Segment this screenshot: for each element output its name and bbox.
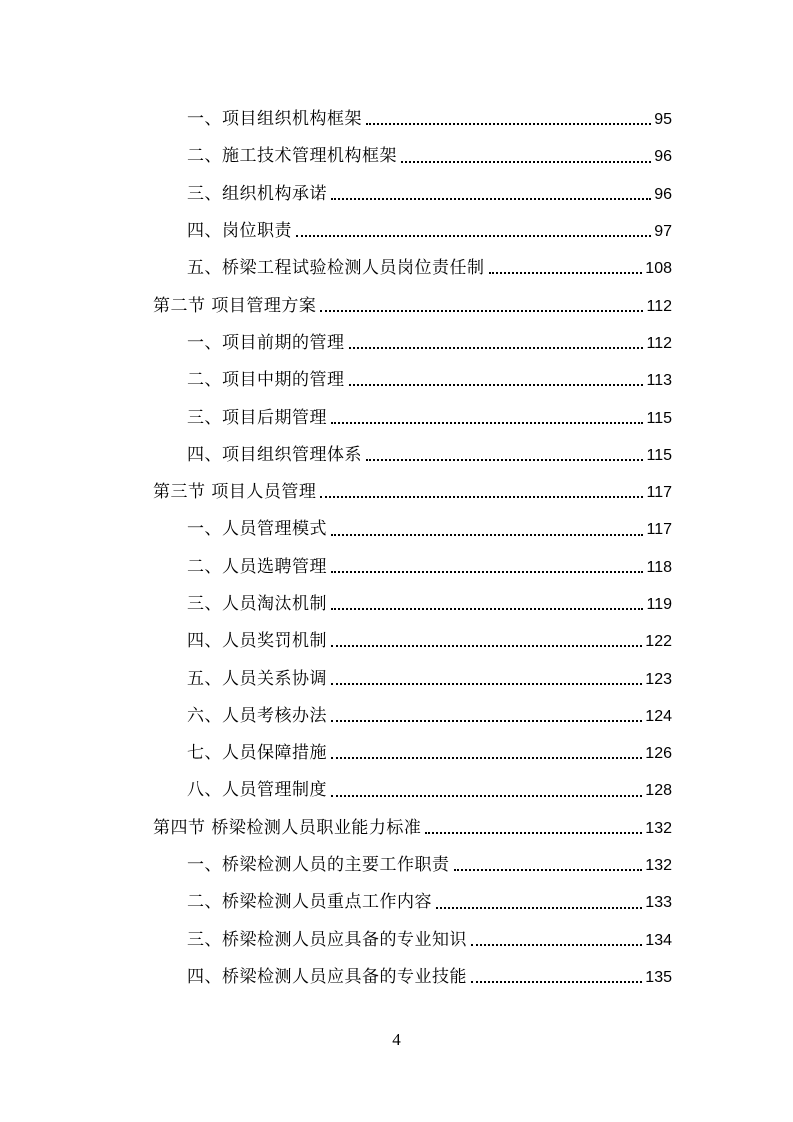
toc-subsection-entry[interactable]: [0, 101, 793, 138]
toc-subsection-entry[interactable]: [0, 660, 793, 697]
toc-dot-leader: [331, 698, 642, 735]
toc-entry-title: 一、项目前期的管理: [187, 332, 345, 353]
toc-subsection-entry[interactable]: [0, 884, 793, 921]
toc-subsection-entry[interactable]: [0, 735, 793, 772]
toc-dot-leader: [331, 735, 642, 772]
toc-entry-page-number: 134: [645, 931, 672, 949]
toc-dot-leader: [454, 847, 643, 884]
toc-dot-leader: [425, 810, 642, 847]
toc-entry-title: 四、人员奖罚机制: [187, 631, 327, 652]
toc-subsection-entry[interactable]: [0, 362, 793, 399]
toc-entry-title: 七、人员保障措施: [187, 743, 327, 764]
toc-entry-page-number: 135: [645, 968, 672, 986]
toc-dot-leader: [331, 660, 642, 697]
toc-subsection-entry[interactable]: [0, 250, 793, 287]
toc-entry-title: 五、桥梁工程试验检测人员岗位责任制: [187, 258, 485, 279]
toc-entry-title: 四、桥梁检测人员应具备的专业技能: [187, 966, 467, 987]
toc-subsection-entry[interactable]: [0, 176, 793, 213]
toc-entry-title: 五、人员关系协调: [187, 668, 327, 689]
toc-dot-leader: [436, 884, 642, 921]
toc-dot-leader: [349, 325, 644, 362]
toc-entry-title: 三、项目后期管理: [187, 407, 327, 428]
toc-entry-page-number: 95: [654, 111, 672, 129]
toc-entry-title: 二、施工技术管理机构框架: [187, 146, 397, 167]
toc-section-entry[interactable]: [0, 287, 793, 324]
toc-entry-title: 一、桥梁检测人员的主要工作职责: [187, 855, 450, 876]
toc-entry-title: 三、组织机构承诺: [187, 183, 327, 204]
toc-entry-page-number: 112: [646, 334, 672, 352]
toc-entry-page-number: 97: [654, 223, 672, 241]
toc-dot-leader: [331, 586, 643, 623]
toc-entry-page-number: 115: [646, 446, 672, 464]
toc-entry-title: 八、人员管理制度: [187, 780, 327, 801]
toc-entry-page-number: 117: [646, 484, 672, 502]
toc-entry-page-number: 122: [645, 633, 672, 651]
toc-entry-title: 二、项目中期的管理: [187, 370, 345, 391]
toc-subsection-entry[interactable]: [0, 511, 793, 548]
toc-dot-leader: [401, 138, 651, 175]
toc-entry-title: 第四节 桥梁检测人员职业能力标准: [153, 817, 422, 838]
toc-subsection-entry[interactable]: [0, 586, 793, 623]
toc-entry-title: 四、项目组织管理体系: [187, 444, 362, 465]
toc-entry-page-number: 118: [646, 558, 672, 576]
toc-subsection-entry[interactable]: [0, 325, 793, 362]
toc-entry-page-number: 119: [646, 596, 672, 613]
toc-entry-title: 一、项目组织机构框架: [187, 109, 362, 130]
toc-entry-title: 六、人员考核办法: [187, 705, 327, 726]
toc-dot-leader: [331, 511, 643, 548]
toc-dot-leader: [489, 250, 643, 287]
toc-dot-leader: [320, 474, 643, 511]
toc-dot-leader: [320, 287, 643, 324]
toc-entry-page-number: 124: [645, 707, 672, 725]
toc-entry-title: 一、人员管理模式: [187, 519, 327, 540]
toc-entry-title: 三、人员淘汰机制: [187, 594, 327, 614]
toc-subsection-entry[interactable]: [0, 623, 793, 660]
toc-subsection-entry[interactable]: [0, 437, 793, 474]
toc-subsection-entry[interactable]: [0, 922, 793, 959]
toc-entry-page-number: 112: [646, 297, 672, 315]
toc-subsection-entry[interactable]: [0, 213, 793, 250]
toc-entry-title: 二、人员选聘管理: [187, 556, 327, 577]
toc-dot-leader: [331, 399, 643, 436]
toc-subsection-entry[interactable]: [0, 847, 793, 884]
toc-dot-leader: [471, 922, 642, 959]
toc-entry-title: 第三节 项目人员管理: [153, 482, 317, 503]
toc-entry-title: 二、桥梁检测人员重点工作内容: [187, 892, 432, 913]
toc-subsection-entry[interactable]: [0, 138, 793, 175]
toc-entry-page-number: 126: [645, 745, 672, 763]
toc-entry-page-number: 123: [645, 670, 672, 688]
toc-dot-leader: [366, 437, 643, 474]
toc-subsection-entry[interactable]: [0, 698, 793, 735]
toc-entry-page-number: 113: [646, 372, 672, 390]
page-number: 4: [392, 1030, 401, 1049]
toc-entry-page-number: 108: [645, 260, 672, 278]
toc-subsection-entry[interactable]: [0, 772, 793, 809]
toc-entry-page-number: 133: [645, 894, 672, 912]
toc-entry-page-number: 128: [645, 782, 672, 800]
toc-dot-leader: [471, 959, 642, 996]
toc-entry-page-number: 115: [646, 409, 672, 427]
toc-entry-page-number: 96: [654, 148, 672, 166]
toc-section-entry[interactable]: [0, 810, 793, 847]
toc-dot-leader: [331, 549, 643, 586]
toc-entry-title: 三、桥梁检测人员应具备的专业知识: [187, 929, 467, 950]
toc-dot-leader: [366, 101, 651, 138]
toc-subsection-entry[interactable]: [0, 959, 793, 996]
toc-entry-page-number: 117: [646, 521, 672, 539]
toc-entry-page-number: 96: [654, 185, 672, 203]
toc-subsection-entry[interactable]: [0, 399, 793, 436]
toc-dot-leader: [331, 623, 642, 660]
toc-entry-page-number: 132: [645, 819, 672, 837]
table-of-contents: [0, 101, 793, 996]
toc-subsection-entry[interactable]: [0, 549, 793, 586]
toc-section-entry[interactable]: [0, 474, 793, 511]
toc-dot-leader: [349, 362, 644, 399]
toc-dot-leader: [331, 772, 642, 809]
toc-entry-page-number: 132: [645, 857, 672, 875]
toc-entry-title: 第二节 项目管理方案: [153, 295, 317, 316]
toc-entry-title: 四、岗位职责: [187, 221, 292, 242]
toc-dot-leader: [296, 213, 651, 250]
toc-dot-leader: [331, 176, 651, 213]
